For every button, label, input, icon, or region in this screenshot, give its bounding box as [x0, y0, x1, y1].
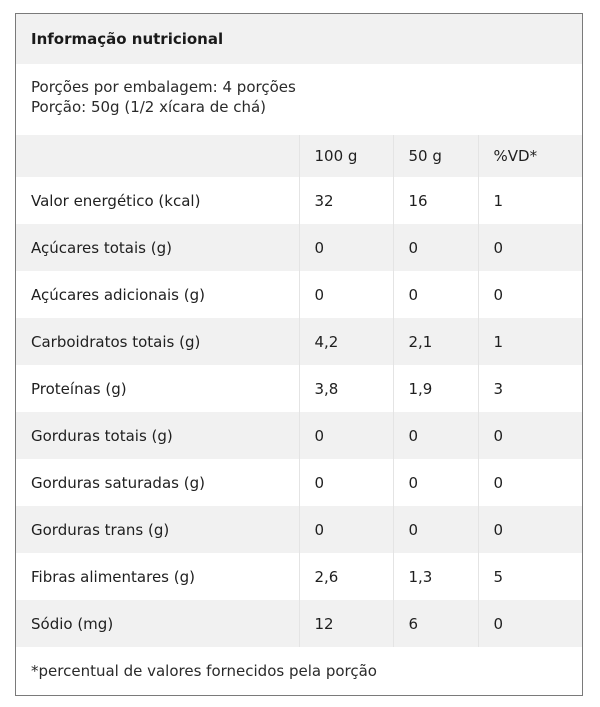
value-vd: 3 [478, 365, 582, 412]
value-50g: 0 [393, 412, 478, 459]
nutrient-name: Fibras alimentares (g) [31, 567, 195, 586]
portions-per-package: Porções por embalagem: 4 porções [31, 78, 296, 96]
nutrition-facts-panel [15, 13, 583, 696]
nutrient-name: Valor energético (kcal) [31, 191, 201, 210]
table-row [16, 553, 582, 600]
value-50g: 0 [393, 459, 478, 506]
value-50g: 0 [393, 271, 478, 318]
panel-title: Informação nutricional [16, 14, 582, 64]
column-header-vd: %VD* [478, 135, 582, 177]
value-50g: 6 [393, 600, 478, 647]
value-100g: 4,2 [299, 318, 393, 365]
value-100g: 3,8 [299, 365, 393, 412]
table-row [16, 318, 582, 365]
value-100g: 0 [299, 412, 393, 459]
table-row [16, 459, 582, 506]
value-50g: 1,9 [393, 365, 478, 412]
value-100g: 12 [299, 600, 393, 647]
value-vd: 1 [478, 177, 582, 224]
table-row [16, 506, 582, 553]
value-100g: 0 [299, 224, 393, 271]
nutrient-name: Proteínas (g) [31, 379, 127, 398]
column-header-50g: 50 g [393, 135, 478, 177]
table-row [16, 365, 582, 412]
nutrition-table [16, 135, 582, 647]
value-vd: 0 [478, 271, 582, 318]
table-row [16, 224, 582, 271]
value-vd: 0 [478, 600, 582, 647]
value-vd: 0 [478, 224, 582, 271]
table-row [16, 271, 582, 318]
footnote: *percentual de valores fornecidos pela porção [31, 662, 377, 680]
value-50g: 0 [393, 506, 478, 553]
value-vd: 5 [478, 553, 582, 600]
nutrient-name: Sódio (mg) [16, 600, 299, 647]
value-vd: 0 [478, 459, 582, 506]
column-header-100g: 100 g [299, 135, 393, 177]
nutrient-name: Gorduras saturadas (g) [31, 473, 205, 492]
value-vd: 0 [478, 412, 582, 459]
value-100g: 0 [299, 506, 393, 553]
nutrient-name: Gorduras trans (g) [16, 506, 299, 553]
value-100g: 32 [299, 177, 393, 224]
value-vd: 1 [478, 318, 582, 365]
serving-size: Porção: 50g (1/2 xícara de chá) [31, 98, 267, 116]
nutrient-name: Carboidratos totais (g) [16, 318, 299, 365]
value-100g: 0 [299, 271, 393, 318]
nutrient-name: Açúcares totais (g) [16, 224, 299, 271]
portion-info [31, 77, 296, 117]
value-50g: 1,3 [393, 553, 478, 600]
table-row [16, 177, 582, 224]
table-row [16, 600, 582, 647]
value-100g: 0 [299, 459, 393, 506]
value-50g: 2,1 [393, 318, 478, 365]
nutrient-name: Gorduras totais (g) [16, 412, 299, 459]
value-vd: 0 [478, 506, 582, 553]
value-50g: 16 [393, 177, 478, 224]
column-header-nutrient [16, 135, 299, 177]
value-100g: 2,6 [299, 553, 393, 600]
table-row [16, 412, 582, 459]
table-header-row [16, 135, 582, 177]
nutrient-name: Açúcares adicionais (g) [31, 285, 205, 304]
value-50g: 0 [393, 224, 478, 271]
